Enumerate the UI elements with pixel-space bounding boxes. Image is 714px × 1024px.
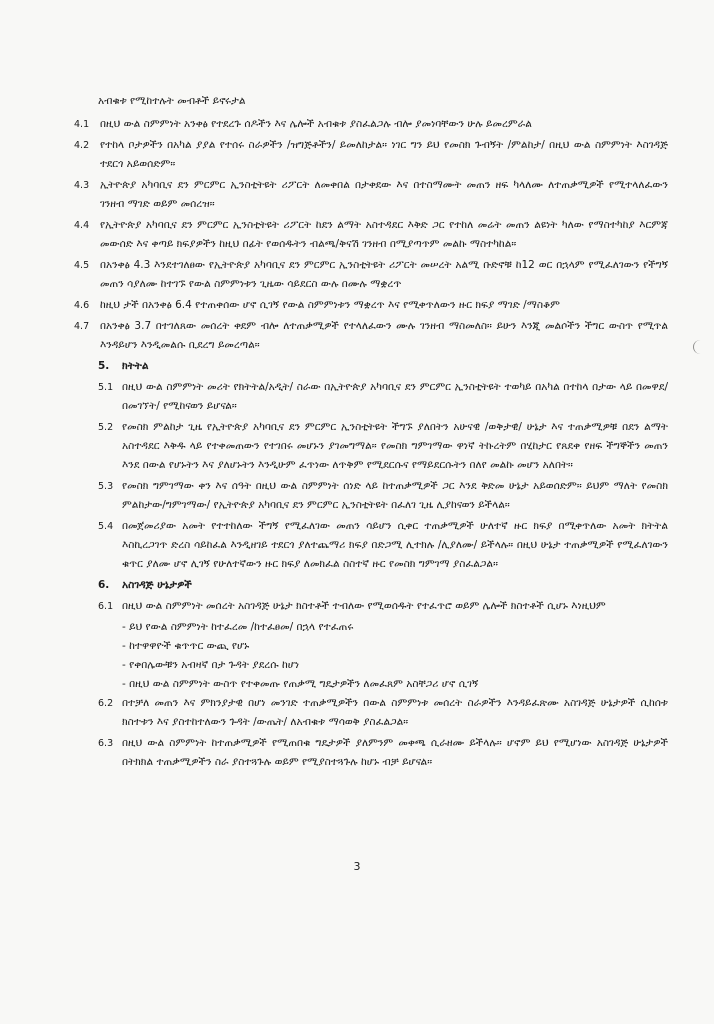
section-6-heading bbox=[98, 576, 668, 595]
clause-number: 6.1 bbox=[98, 601, 114, 612]
clause-5-2 bbox=[98, 418, 668, 475]
clause-text: በተቻለ መጠን እና ምክንያታዊ በሆነ መንገድ ተጠቃሚዎችን በውል ስምምነቱ መሰረት ስራዎችን እንዳይፈጽሙ አስገዳጅ ሁኔታዎች ሲከሰቱ ክስተቱን እና ያስተከተለውን ጉዳት /ውጤት/ ለአብቁቱ ማሳወቅ ያስፈልጋል። bbox=[122, 697, 668, 728]
section-4-list bbox=[74, 115, 668, 355]
clause-4-6 bbox=[74, 296, 668, 315]
bullet-item: - በዚህ ውል ስምምነት ውስጥ የተቀመጡ የጠቃሚ ግዴታዎችን ለመፈጸም አስቸጋሪ ሆኖ ሲገኝ bbox=[122, 678, 479, 690]
clause-number: 6.3 bbox=[98, 738, 114, 749]
clause-4-3 bbox=[74, 176, 668, 214]
clause-text: የመስክ ምልከታ ጊዜ የኢትዮጵያ አካባቢና ደን ምርምር ኢንስቲትዩት ችግኙ ያለበትን አሁናዊ /ወቅታዊ/ ሁኔታ እና ተጠቃሚዎቹ በደን ልማት አስተዳደር እቅዱ ላይ የተቀመጠውን የተገበሩ መሆኑን ያገመግማል። የመስክ ግምገማው ዋነኛ ትኩረትም በሂከታር የጸደቀ የዘፍ ችግኞችን መጠን እንደ በውል የሆኑትን እና ያለሆኑትን እንዲሁም ፈጥነው ለጥቅም የሚደርሱና የማይደርሱትን በለየ መልኩ መሆን አለበት። bbox=[122, 421, 668, 471]
clause-6-1 bbox=[98, 597, 668, 616]
clause-number: 5.1 bbox=[98, 382, 114, 393]
clause-text: በአንቀፅ 4.3 እንደተገለፀው የኢትዮጵያ አካባቢና ደን ምርምር ኢንስቲትዩት ሪፖርት መሠረት አልሚ ቡድኖቹ ከ12 ወር በኋላም የሚፈለገውን የችግኝ መጠን ሳያለሙ ከተገኙ የውል ስምምነቱን ጊዜው ሳይደርስ ውሉ በሙሉ ማቋረጥ bbox=[100, 259, 668, 290]
section-5-title: ክትትል bbox=[122, 360, 149, 372]
clause-5-1 bbox=[98, 378, 668, 416]
clause-text: በዚህ ውል ስምምነት ከተጠቃሚዎች የሚጠበቁ ግዴታዎች ያለምንም መቀጫ ሲራዘሙ ይችላሉ። ሆኖም ይህ የሚሆነው አስገዳጅ ሁኔታዎች በትክክል ተጠቃሚዎችን ስራ ያስተጓጉሉ ወይም የሚያስተጓጉሉ ከሆኑ ብቻ ይሆናል። bbox=[122, 737, 668, 768]
clause-text: ከዚህ ታች በአንቀፅ 6.4 የተጠቀሰው ሆኖ ሲገኝ የውል ስምምነቱን ማቋረጥ እና የሚቀጥለውን ዙር ክፍያ ማገድ /ማስቆም bbox=[100, 299, 560, 311]
clause-text: በዚህ ውል ስምምነት መሰረት አስገዳጅ ሁኔታ ክስተቶች ተብለው የሚወሰዱት የተፈጥሮ ወይም ሌሎች ክስተቶች ሲሆኑ እነዚህም bbox=[122, 600, 606, 612]
bullet-item: - ከተዋዋዮች ቁጥጥር ውጪ የሆኑ bbox=[122, 640, 250, 652]
clause-number: 4.6 bbox=[74, 300, 90, 311]
clause-4-2 bbox=[74, 136, 668, 174]
clause-5-4 bbox=[98, 517, 668, 574]
section-5-number: 5. bbox=[98, 360, 110, 372]
clause-4-1 bbox=[74, 115, 668, 134]
section-5-heading bbox=[98, 357, 668, 376]
clause-number: 4.3 bbox=[74, 180, 90, 191]
clause-number: 5.3 bbox=[98, 481, 114, 492]
section-6-title: አስገዳጅ ሁኔታዎች bbox=[122, 579, 192, 591]
clause-text: በዚህ ውል ስምምነት መሪት የክትትል/አዲት/ ስራው በኢትዮጵያ አካባቢና ደን ምርምር ኢንስቲትዩት ተወካይ በአካል በተከላ በታው ላይ በመዋደ/በመገኘት/ የሚከናወን ይሆናል። bbox=[122, 381, 668, 412]
clause-6-2 bbox=[98, 694, 668, 732]
clause-number: 4.5 bbox=[74, 260, 90, 271]
clause-number: 4.1 bbox=[74, 119, 90, 130]
clause-text: የመስክ ግምገማው ቀን እና ሰዓት በዚህ ውል ስምምነት ሰነድ ላይ ከተጠቃሚዎች ጋር እንደ ቅድመ ሁኔታ አይወሰድም። ይህም ማለት የመስክ ምልከታው/ግምገማው/ የኢትዮጵያ አካባቢና ደን ምርምር ኢንስቲትዩት በፈለገ ጊዜ ሊያከናወን ይችላል። bbox=[122, 480, 668, 511]
clause-6-1-bullets bbox=[98, 618, 668, 694]
section-5-list bbox=[98, 378, 668, 574]
page-number: 3 bbox=[353, 860, 361, 873]
clause-number: 4.4 bbox=[74, 220, 90, 231]
clause-number: 4.2 bbox=[74, 140, 90, 151]
clause-number: 6.2 bbox=[98, 698, 114, 709]
clause-text: በዚህ ውል ስምምነት አንቀፅ የተደረጉ ሰዶችን እና ሌሎች አብቁቱ ያስፈልጋሉ ብሎ ያመነባቸውን ሁሉ ይመረምራል bbox=[100, 118, 532, 130]
intro-line: አብቁቱ የሚከተሉት መብቶች ይኖሩታል bbox=[98, 95, 246, 107]
bullet-item: - የቀበሌውቹን አብዛኛ በታ ጉዳት ያደረሱ ከሆነ bbox=[122, 659, 300, 671]
section-6-number: 6. bbox=[98, 579, 110, 591]
clause-5-3 bbox=[98, 477, 668, 515]
clause-4-4 bbox=[74, 216, 668, 254]
section-6-list bbox=[98, 694, 668, 772]
clause-text: በአንቀፅ 3.7 በተገለጸው መሰረት ቀደም ብሎ ለተጠቃሚዎች የተላለፈውን ሙሉ ገንዘብ ማስመለስ። ይሁን እንጂ መልሶችን ችግር ውስጥ የሚጥል እንዳይሆን እንዲመልሱ ቢደረግ ይመረጣል። bbox=[100, 320, 668, 351]
clause-text: በመጀመሪያው አመት የተተከለው ችግኝ የሚፈለገው መጠን ሳይሆን ሲቀር ተጠቃሚዎች ሁለተኛ ዙር ክፍያ በሚቀጥለው አመት ክትትል እስኪረጋገጥ ድረስ ሳይከፈል እንዲዘገይ ተደርጎ ያለተጨማሪ ክፍያ በድጋሚ ሊተክሉ /ሊያለሙ/ ይችላሉ። በዚህ ሁኔታ ተጠቃሚዎች የሚፈለገውን ቁጥር ያለሙ ሆኖ ሊገኝ የሁለተኛውን ዙር ክፍያ ለመክፈል ስስተኛ ዙር የመስክ ግምገማ ያስፈልጋል። bbox=[122, 520, 668, 570]
clause-text: የተከላ ቦታዎችን በአካል ያያል የተሰሩ ስራዎችን /ዝግጅቶችን/ ይመለከታል። ነገር ግን ይህ የመስክ ጉብኝት /ምልከታ/ በዚህ ውል ስምምነት እስገዳጅ ተደርጎ አይወሰድም። bbox=[100, 139, 668, 170]
bullet-item: - ይህ የውል ስምምነት ከተፈረመ /ከተፈፀመ/ በኋላ የተፈጠሩ bbox=[122, 621, 354, 633]
clause-number: 5.4 bbox=[98, 521, 114, 532]
clause-number: 5.2 bbox=[98, 422, 114, 433]
clause-6-3 bbox=[98, 734, 668, 772]
clause-4-7 bbox=[74, 317, 668, 355]
paper-fold-mark bbox=[693, 340, 708, 354]
clause-4-5 bbox=[74, 256, 668, 294]
clause-text: ኢትዮጵያ አካባቢና ደን ምርምር ኢንስቲትዩት ሪፖርት ለመቀበል በታቀደው እና በተስማሙት መጠን ዘፍ ካላለሙ ለተጠቃሚዎች የሚተላለፈውን ገንዘብ ማገድ ወይም መሰረዝ። bbox=[100, 179, 668, 210]
clause-number: 4.7 bbox=[74, 321, 90, 332]
document-body bbox=[74, 92, 668, 774]
clause-text: የኢትዮጵያ አካባቢና ደን ምርምር ኢንስቲትዩት ሪፖርት ከደን ልማት አስተዳደር እቅድ ጋር የተከለ መሬት መጠን ልዩነት ካለው የማስተካከያ እርምጃ መውሰድ እና ቀጣይ ክፍያዎችን ከዚህ በፊት የወሰዱትን ብልጫ/ቅናሽ ገንዘብ በሚያጣጥም መልኩ ማስተካከል። bbox=[100, 219, 668, 250]
